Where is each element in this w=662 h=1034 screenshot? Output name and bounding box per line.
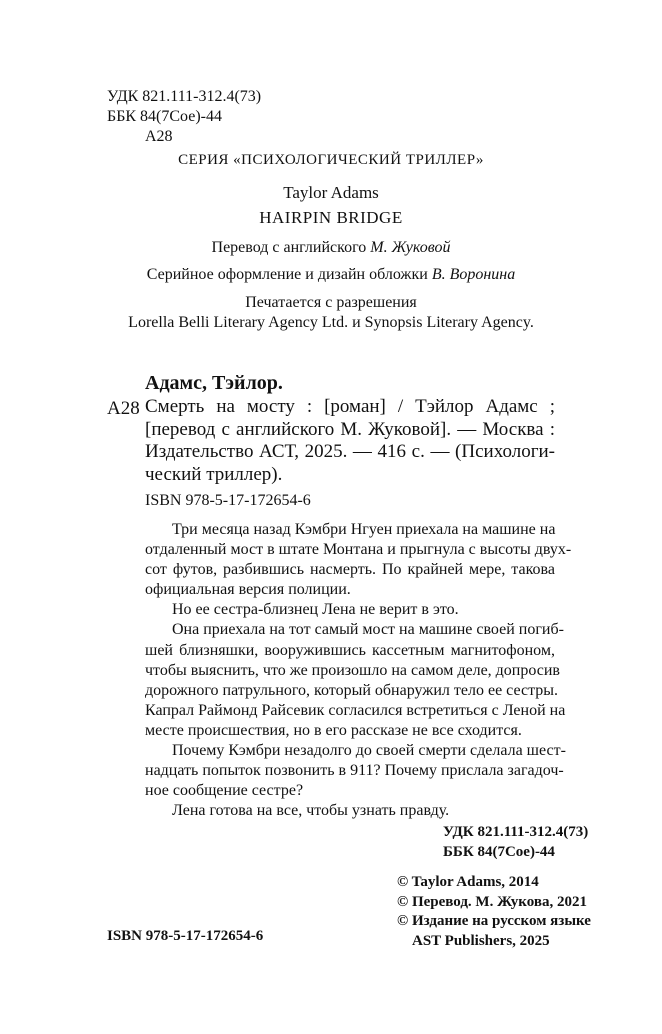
annotation-line: надцать попыток позвонить в 911? Почему прислала загадоч-	[145, 762, 564, 780]
annotation-line: Почему Кэмбри незадолго до своей смерти сделала шест-	[172, 742, 566, 760]
annotation-line: Три месяца назад Кэмбри Нгуен приехала на машине на	[172, 521, 556, 538]
design-credit	[0, 265, 662, 285]
annotation-line: дорожного патрульного, который обнаружил тело ее сестры.	[145, 681, 558, 699]
copyright-block	[397, 873, 591, 951]
bib-isbn: ISBN 978-5-17-172654-6	[145, 492, 311, 509]
bib-description	[145, 396, 555, 486]
udk-code: УДК 821.111-312.4(73)	[107, 88, 262, 105]
annotation-line: Но ее сестра-близнец Лена не верит в это.	[172, 601, 459, 619]
copyright-line: AST Publishers, 2025	[412, 932, 550, 949]
annotation-line: Капрал Раймонд Райсевик согласился встретиться с Леной на	[145, 701, 566, 719]
translation-label: Перевод с английского	[211, 239, 367, 256]
annotation-line: месте происшествия, но в его рассказе не все сходится.	[145, 721, 522, 739]
annotation	[145, 520, 572, 821]
bottom-bbk-code: ББК 84(7Сое)-44	[443, 844, 555, 860]
footer-isbn: ISBN 978-5-17-172654-6	[107, 928, 264, 944]
annotation-line: сот футов, разбившись насмерть. По крайней мере, такова	[145, 561, 555, 579]
original-title: HAIRPIN BRIDGE	[259, 208, 403, 227]
bib-line: [перевод с английского М. Жуковой]. — Москва :	[145, 418, 555, 440]
copyright-line: © Taylor Adams, 2014	[397, 874, 539, 890]
permission-line-2: Lorella Belli Literary Agency Ltd. и Synopsis Literary Agency.	[128, 314, 534, 331]
annotation-line: Лена готова на все, чтобы узнать правду.	[172, 802, 450, 820]
copyright-line: © Издание на русском языке	[397, 913, 591, 929]
design-label: Серийное оформление и дизайн обложки	[146, 266, 428, 283]
bib-heading: Адамс, Тэйлор.	[145, 372, 283, 394]
author-mark: А28	[145, 128, 173, 145]
bib-author-mark: А28	[107, 398, 140, 419]
designer-name: В. Воронина	[431, 266, 516, 283]
bib-line: Издательство АСТ, 2025. — 416 с. — (Психологи-	[145, 441, 555, 462]
annotation-line: Она приехала на тот самый мост на машине своей погиб-	[172, 621, 564, 639]
translator-name: М. Жуковой	[370, 239, 451, 256]
annotation-line: отдаленный мост в штате Монтана и прыгнула с высоты двух-	[145, 541, 572, 559]
annotation-line: официальная версия полиции.	[145, 581, 351, 599]
translation-credit	[0, 238, 662, 258]
annotation-line: ное сообщение сестре?	[145, 782, 304, 800]
series-title: СЕРИЯ «ПСИХОЛОГИЧЕСКИЙ ТРИЛЛЕР»	[178, 152, 484, 168]
permission-line-1: Печатается с разрешения	[245, 294, 417, 311]
copyright-line: © Перевод. М. Жукова, 2021	[397, 893, 587, 910]
bib-line: ческий триллер).	[145, 463, 283, 485]
bottom-udk-code: УДК 821.111-312.4(73)	[443, 824, 589, 840]
bib-line: Смерть на мосту : [роман] / Тэйлор Адамс ;	[145, 396, 555, 417]
original-author: Taylor Adams	[283, 183, 379, 202]
bbk-code: ББК 84(7Сое)-44	[107, 108, 222, 125]
annotation-line: чтобы выяснить, что же произошло на самом деле, допросив	[145, 661, 560, 679]
annotation-line: шей близняшки, вооружившись кассетным магнитофоном,	[145, 641, 555, 659]
